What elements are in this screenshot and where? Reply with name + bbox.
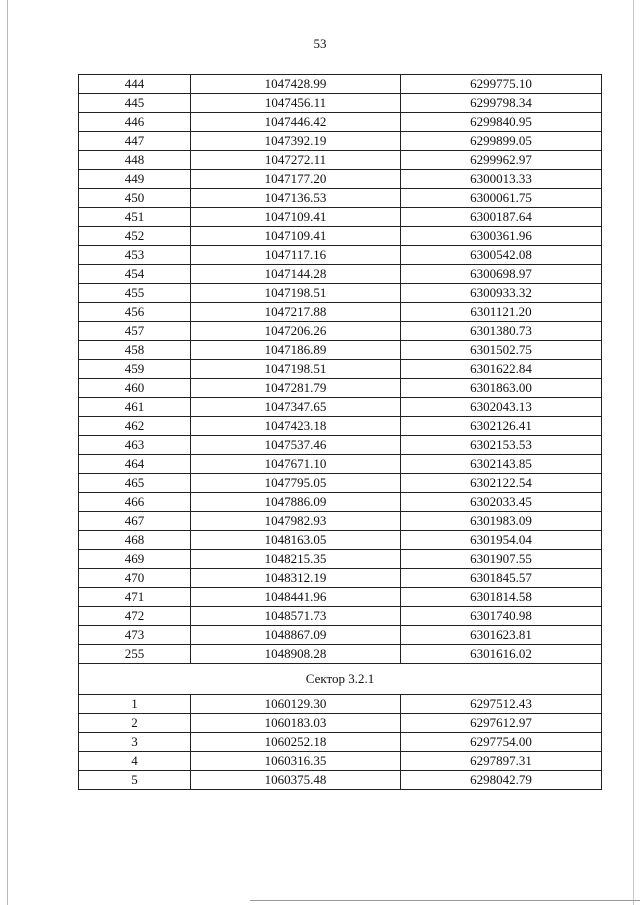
x-coordinate-cell: 1060375.48	[191, 771, 401, 790]
x-coordinate-cell: 1060183.03	[191, 714, 401, 733]
x-coordinate-cell: 1047456.11	[191, 94, 401, 113]
scan-edge-bottom	[250, 900, 640, 901]
table-row	[79, 379, 602, 398]
table-row	[79, 113, 602, 132]
x-coordinate-cell: 1048215.35	[191, 550, 401, 569]
table-row	[79, 341, 602, 360]
y-coordinate-cell: 6301814.58	[401, 588, 602, 607]
table-row	[79, 227, 602, 246]
coordinates-table-body	[79, 75, 602, 790]
table-row	[79, 493, 602, 512]
point-number-cell: 448	[79, 151, 191, 170]
point-number-cell: 4	[79, 752, 191, 771]
y-coordinate-cell: 6297897.31	[401, 752, 602, 771]
point-number-cell: 464	[79, 455, 191, 474]
x-coordinate-cell: 1047198.51	[191, 284, 401, 303]
scan-edge-right	[633, 0, 634, 905]
point-number-cell: 456	[79, 303, 191, 322]
x-coordinate-cell: 1048312.19	[191, 569, 401, 588]
point-number-cell: 452	[79, 227, 191, 246]
point-number-cell: 255	[79, 645, 191, 664]
point-number-cell: 5	[79, 771, 191, 790]
y-coordinate-cell: 6299775.10	[401, 75, 602, 94]
point-number-cell: 457	[79, 322, 191, 341]
coordinates-table	[78, 74, 602, 790]
y-coordinate-cell: 6300061.75	[401, 189, 602, 208]
y-coordinate-cell: 6302153.53	[401, 436, 602, 455]
point-number-cell: 463	[79, 436, 191, 455]
y-coordinate-cell: 6301954.04	[401, 531, 602, 550]
point-number-cell: 455	[79, 284, 191, 303]
table-row	[79, 246, 602, 265]
x-coordinate-cell: 1047177.20	[191, 170, 401, 189]
point-number-cell: 466	[79, 493, 191, 512]
x-coordinate-cell: 1048163.05	[191, 531, 401, 550]
x-coordinate-cell: 1047206.26	[191, 322, 401, 341]
y-coordinate-cell: 6300542.08	[401, 246, 602, 265]
table-row	[79, 771, 602, 790]
y-coordinate-cell: 6302033.45	[401, 493, 602, 512]
point-number-cell: 447	[79, 132, 191, 151]
x-coordinate-cell: 1047537.46	[191, 436, 401, 455]
y-coordinate-cell: 6301907.55	[401, 550, 602, 569]
y-coordinate-cell: 6301622.84	[401, 360, 602, 379]
point-number-cell: 453	[79, 246, 191, 265]
y-coordinate-cell: 6302126.41	[401, 417, 602, 436]
y-coordinate-cell: 6297512.43	[401, 695, 602, 714]
table-row	[79, 531, 602, 550]
x-coordinate-cell: 1048908.28	[191, 645, 401, 664]
point-number-cell: 471	[79, 588, 191, 607]
table-row	[79, 733, 602, 752]
y-coordinate-cell: 6301863.00	[401, 379, 602, 398]
point-number-cell: 461	[79, 398, 191, 417]
y-coordinate-cell: 6301845.57	[401, 569, 602, 588]
table-row	[79, 170, 602, 189]
x-coordinate-cell: 1047886.09	[191, 493, 401, 512]
x-coordinate-cell: 1048571.73	[191, 607, 401, 626]
x-coordinate-cell: 1047186.89	[191, 341, 401, 360]
point-number-cell: 450	[79, 189, 191, 208]
x-coordinate-cell: 1047281.79	[191, 379, 401, 398]
y-coordinate-cell: 6300698.97	[401, 265, 602, 284]
table-row	[79, 626, 602, 645]
table-row	[79, 436, 602, 455]
point-number-cell: 454	[79, 265, 191, 284]
point-number-cell: 465	[79, 474, 191, 493]
y-coordinate-cell: 6301623.81	[401, 626, 602, 645]
point-number-cell: 472	[79, 607, 191, 626]
y-coordinate-cell: 6298042.79	[401, 771, 602, 790]
table-row	[79, 645, 602, 664]
x-coordinate-cell: 1047217.88	[191, 303, 401, 322]
x-coordinate-cell: 1048441.96	[191, 588, 401, 607]
y-coordinate-cell: 6301380.73	[401, 322, 602, 341]
table-row	[79, 695, 602, 714]
point-number-cell: 473	[79, 626, 191, 645]
table-row	[79, 303, 602, 322]
x-coordinate-cell: 1060129.30	[191, 695, 401, 714]
page-number: 53	[313, 36, 327, 51]
table-row	[79, 512, 602, 531]
point-number-cell: 470	[79, 569, 191, 588]
x-coordinate-cell: 1047117.16	[191, 246, 401, 265]
y-coordinate-cell: 6299798.34	[401, 94, 602, 113]
table-row	[79, 284, 602, 303]
point-number-cell: 446	[79, 113, 191, 132]
point-number-cell: 462	[79, 417, 191, 436]
point-number-cell: 3	[79, 733, 191, 752]
x-coordinate-cell: 1047347.65	[191, 398, 401, 417]
x-coordinate-cell: 1047392.19	[191, 132, 401, 151]
section-title: Сектор 3.2.1	[79, 664, 602, 695]
y-coordinate-cell: 6299962.97	[401, 151, 602, 170]
x-coordinate-cell: 1047109.41	[191, 208, 401, 227]
x-coordinate-cell: 1047795.05	[191, 474, 401, 493]
point-number-cell: 445	[79, 94, 191, 113]
table-row	[79, 322, 602, 341]
point-number-cell: 468	[79, 531, 191, 550]
table-row	[79, 265, 602, 284]
table-row	[79, 75, 602, 94]
x-coordinate-cell: 1047428.99	[191, 75, 401, 94]
scan-edge-left	[7, 0, 8, 905]
y-coordinate-cell: 6299840.95	[401, 113, 602, 132]
y-coordinate-cell: 6300933.32	[401, 284, 602, 303]
table-row	[79, 417, 602, 436]
y-coordinate-cell: 6301502.75	[401, 341, 602, 360]
y-coordinate-cell: 6301740.98	[401, 607, 602, 626]
table-row	[79, 151, 602, 170]
x-coordinate-cell: 1047144.28	[191, 265, 401, 284]
table-row	[79, 474, 602, 493]
x-coordinate-cell: 1048867.09	[191, 626, 401, 645]
table-row	[79, 752, 602, 771]
y-coordinate-cell: 6301121.20	[401, 303, 602, 322]
x-coordinate-cell: 1047109.41	[191, 227, 401, 246]
point-number-cell: 451	[79, 208, 191, 227]
y-coordinate-cell: 6297754.00	[401, 733, 602, 752]
x-coordinate-cell: 1060316.35	[191, 752, 401, 771]
table-row	[79, 588, 602, 607]
x-coordinate-cell: 1060252.18	[191, 733, 401, 752]
x-coordinate-cell: 1047671.10	[191, 455, 401, 474]
y-coordinate-cell: 6301616.02	[401, 645, 602, 664]
y-coordinate-cell: 6300361.96	[401, 227, 602, 246]
table-row	[79, 94, 602, 113]
y-coordinate-cell: 6302143.85	[401, 455, 602, 474]
y-coordinate-cell: 6302122.54	[401, 474, 602, 493]
y-coordinate-cell: 6300187.64	[401, 208, 602, 227]
table-row	[79, 455, 602, 474]
y-coordinate-cell: 6302043.13	[401, 398, 602, 417]
point-number-cell: 2	[79, 714, 191, 733]
y-coordinate-cell: 6297612.97	[401, 714, 602, 733]
table-row	[79, 569, 602, 588]
point-number-cell: 444	[79, 75, 191, 94]
table-row	[79, 398, 602, 417]
x-coordinate-cell: 1047982.93	[191, 512, 401, 531]
table-row	[79, 189, 602, 208]
y-coordinate-cell: 6301983.09	[401, 512, 602, 531]
point-number-cell: 469	[79, 550, 191, 569]
table-row	[79, 132, 602, 151]
y-coordinate-cell: 6300013.33	[401, 170, 602, 189]
point-number-cell: 1	[79, 695, 191, 714]
x-coordinate-cell: 1047423.18	[191, 417, 401, 436]
table-row	[79, 550, 602, 569]
section-row	[79, 664, 602, 695]
table-row	[79, 360, 602, 379]
point-number-cell: 449	[79, 170, 191, 189]
point-number-cell: 458	[79, 341, 191, 360]
table-row	[79, 607, 602, 626]
x-coordinate-cell: 1047198.51	[191, 360, 401, 379]
x-coordinate-cell: 1047136.53	[191, 189, 401, 208]
x-coordinate-cell: 1047446.42	[191, 113, 401, 132]
point-number-cell: 459	[79, 360, 191, 379]
x-coordinate-cell: 1047272.11	[191, 151, 401, 170]
point-number-cell: 460	[79, 379, 191, 398]
y-coordinate-cell: 6299899.05	[401, 132, 602, 151]
table-row	[79, 714, 602, 733]
table-row	[79, 208, 602, 227]
point-number-cell: 467	[79, 512, 191, 531]
